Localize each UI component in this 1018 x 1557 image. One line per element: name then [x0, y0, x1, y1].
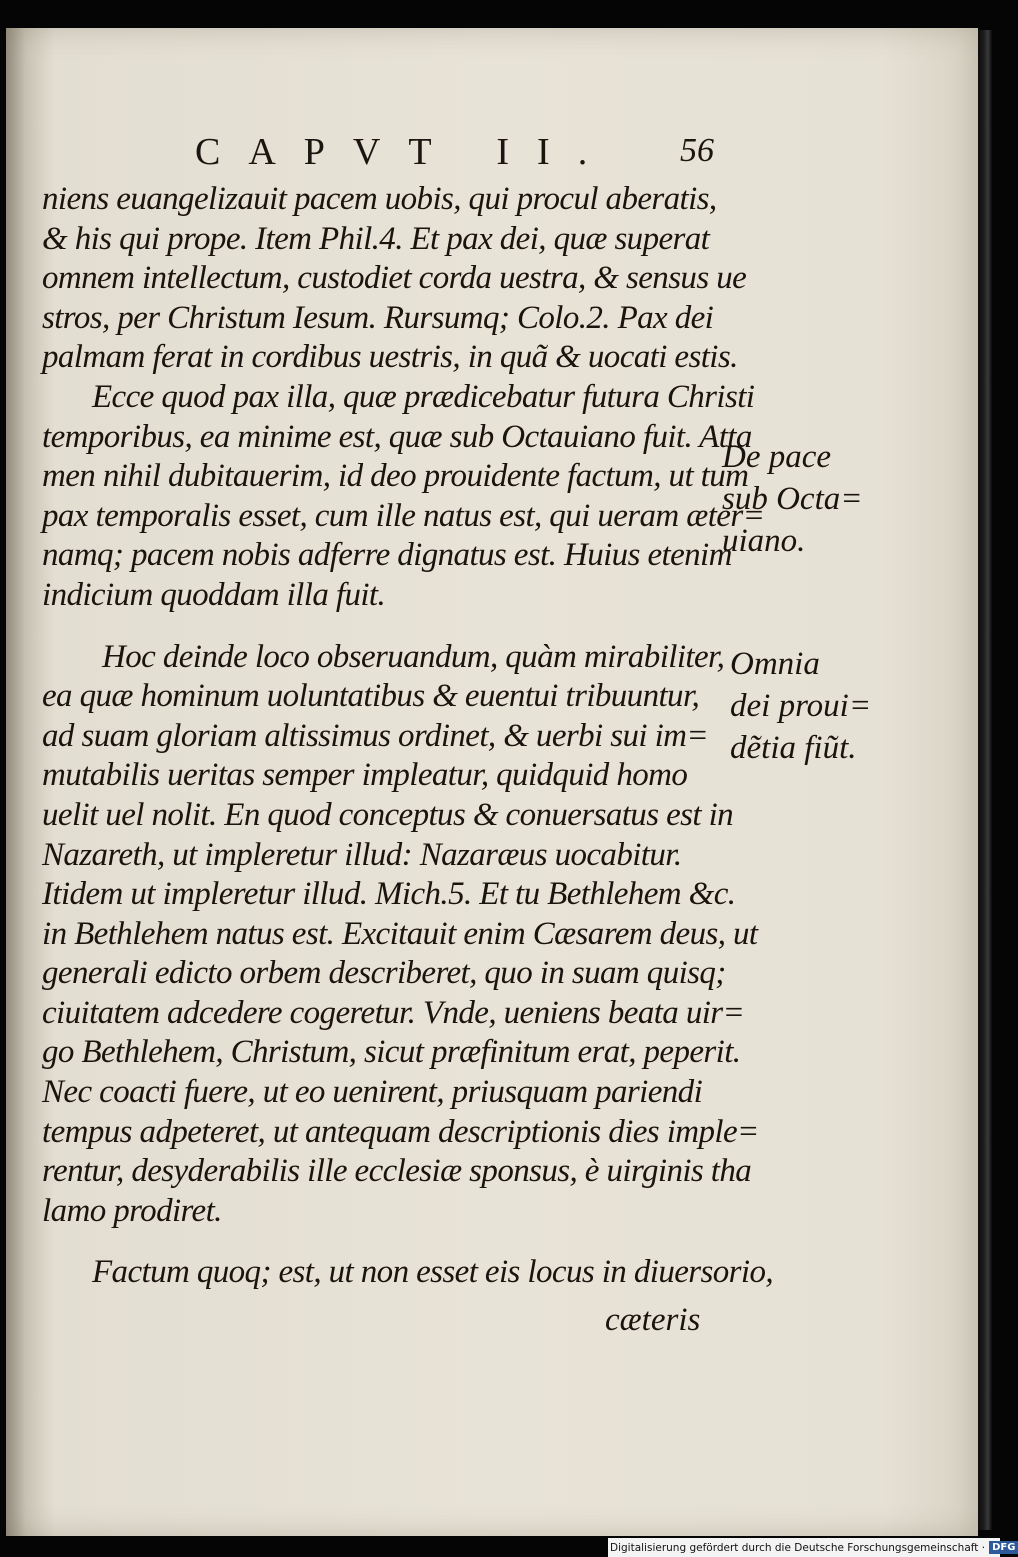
marginal-note-pax-octaviano: [722, 436, 862, 562]
marginal-line: Omnia: [730, 646, 820, 682]
folio-number: 56: [680, 132, 714, 169]
text-line: go Bethlehem, Christum, sicut præfinitum erat, peperit.: [42, 1034, 741, 1071]
marginal-note-providentia: [730, 643, 870, 769]
text-line: ea quæ hominum uoluntatibus & euentui tribuuntur,: [42, 678, 700, 715]
text-line: tempus adpeteret, ut antequam descriptionis dies imple=: [42, 1113, 759, 1150]
text-line: mutabilis ueritas semper impleatur, quidquid homo: [42, 757, 688, 794]
marginal-line: dẽtia fiũt.: [730, 730, 857, 766]
text-line: Ecce quod pax illa, quæ prædicebatur futura Christi: [92, 378, 755, 415]
text-line: niens euangelizauit pacem uobis, qui procul aberatis,: [42, 181, 717, 217]
funding-notice: Digitalisierung gefördert durch die Deutsche Forschungsgemeinschaft ·: [610, 1541, 986, 1554]
paragraph-gap: [42, 616, 722, 638]
text-line: ciuitatem adcedere cogeretur. Vnde, ueniens beata uir=: [42, 994, 745, 1031]
main-text-block: [42, 180, 774, 1293]
paragraph-gap: [42, 1231, 722, 1253]
text-line: Nec coacti fuere, ut eo uenirent, priusquam pariendi: [42, 1074, 703, 1111]
dfg-logo-icon: DFG: [989, 1541, 1018, 1554]
text-line: stros, per Christum Iesum. Rursumq; Colo.2. Pax dei: [42, 299, 714, 336]
text-line: Itidem ut impleretur illud. Mich.5. Et tu Bethlehem &c.: [42, 876, 736, 913]
funding-footer: [608, 1538, 1016, 1557]
text-line: temporibus, ea minime est, quæ sub Octauiano fuit. Atta: [42, 418, 752, 455]
text-line: indicium quoddam illa fuit.: [42, 576, 386, 613]
text-line: pax temporalis esset, cum ille natus est, qui ueram æter=: [42, 497, 765, 534]
running-head: CAPVT II.: [195, 131, 616, 173]
text-line: uelit uel nolit. En quod conceptus & conuersatus est in: [42, 796, 734, 833]
text-line: Nazareth, ut impleretur illud: Nazaræus uocabitur.: [42, 836, 682, 873]
text-line: lamo prodiret.: [42, 1192, 222, 1229]
text-line: Hoc deinde loco obseruandum, quàm mirabiliter,: [102, 638, 725, 675]
text-line: Factum quoq; est, ut non esset eis locus in diuersorio,: [92, 1254, 774, 1291]
text-line: & his qui prope. Item Phil.4. Et pax dei, quæ superat: [42, 220, 710, 257]
marginal-line: sub Octa=: [722, 481, 863, 517]
text-line: men nihil dubitauerim, id deo prouidente factum, ut tum: [42, 458, 749, 495]
page-edge-shadow: [978, 30, 992, 1530]
text-line: in Bethlehem natus est. Excitauit enim Cæsarem deus, ut: [42, 915, 758, 952]
text-line: rentur, desyderabilis ille ecclesiæ sponsus, è uirginis tha: [42, 1153, 752, 1190]
text-line: palmam ferat in cordibus uestris, in quã & uocati estis.: [42, 339, 738, 376]
text-line: namq; pacem nobis adferre dignatus est. Huius etenim: [42, 537, 732, 574]
marginal-line: De pace: [722, 439, 832, 475]
marginal-line: uiano.: [722, 523, 806, 559]
text-line: ad suam gloriam altissimus ordinet, & uerbi sui im=: [42, 717, 709, 754]
catchword: cæteris: [605, 1302, 701, 1338]
text-line: generali edicto orbem describeret, quo in suam quisq;: [42, 955, 726, 992]
marginal-line: dei proui=: [730, 688, 872, 724]
text-line: omnem intellectum, custodiet corda uestra, & sensus ue: [42, 260, 747, 297]
